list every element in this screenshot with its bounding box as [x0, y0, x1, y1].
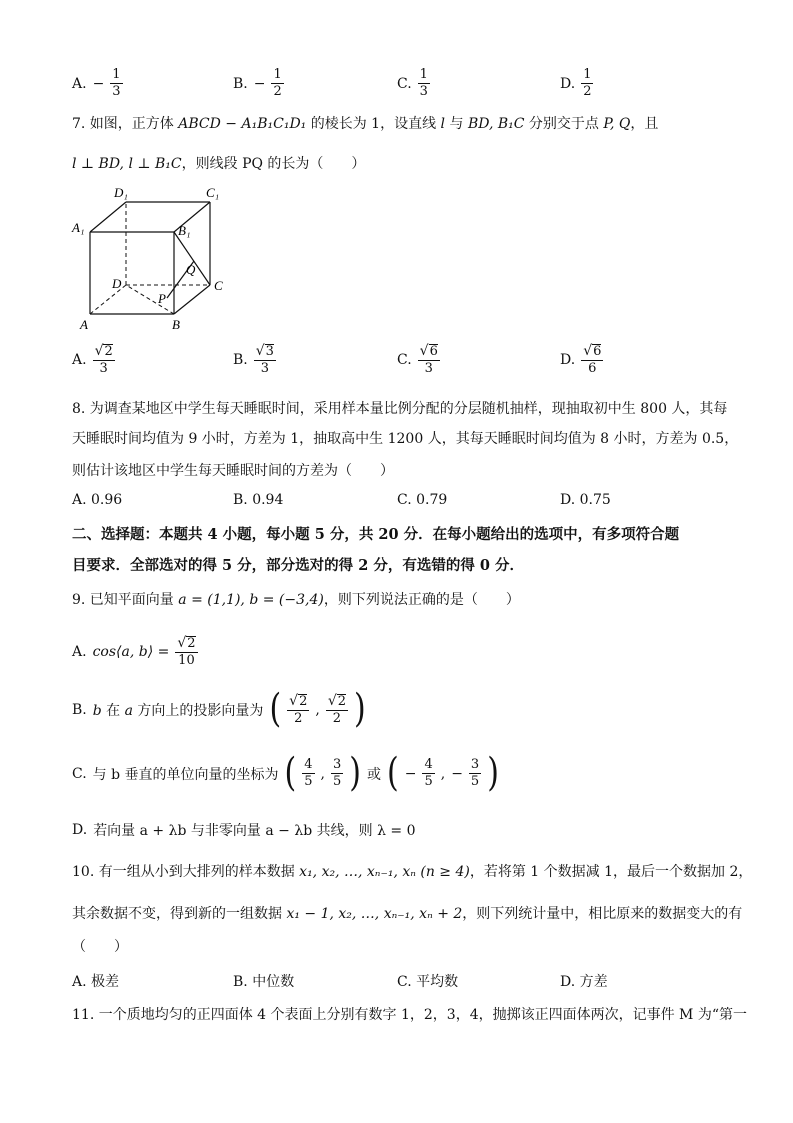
q10-option-c: C. 平均数	[397, 974, 459, 990]
q9-stem: 9. 已知平面向量 a = (1,1), b = (−3,4)，则下列说法正确的是（ ）	[72, 592, 520, 608]
fraction: $\frac{4}{5}$	[304, 757, 313, 789]
q9-option-c: C. 与 b 垂直的单位向量的坐标为 ( $\frac{4}{5}$ , $\frac{3}{5}$ ) 或 ( − $\frac{4}{5}$ , − $\frac{3}{5}$ )	[72, 750, 499, 796]
fraction: √ 6 6	[583, 343, 602, 376]
q8-option-c: C. 0.79	[397, 492, 448, 508]
segment-b1-c	[174, 232, 210, 285]
fraction: √ 2 2	[289, 693, 308, 726]
q7-option-a: A. √ 2 3	[72, 343, 113, 376]
q7-option-d: D. √ 6 6	[560, 343, 602, 376]
q11-stem-line-1: 11. 一个质地均匀的正四面体 4 个表面上分别有数字 1，2，3，4，抛掷该正四面体两次，记事件 M 为“第一	[72, 1007, 747, 1023]
q9-option-d: D. 若向量 a + λb 与非零向量 a − λb 共线，则 λ = 0	[72, 822, 416, 839]
edge-b-c	[174, 285, 210, 314]
cube-figure	[70, 182, 240, 337]
section-2-heading-line-2: 目要求．全部选对的得 5 分，部分选对的得 2 分，有选错的得 0 分．	[72, 557, 525, 574]
fraction: √ 6 3	[419, 343, 438, 376]
label-c: C	[214, 278, 223, 293]
fraction: $\frac{1}{2}$	[273, 67, 282, 99]
q10-stem-line-3: （ ）	[72, 939, 128, 955]
q6-option-b: B. − $\frac{1}{2}$	[233, 67, 282, 99]
q8-stem-line-2: 天睡眠时间均值为 9 小时，方差为 1，抽取高中生 1200 人，其每天睡眠时间均值为 8 小时，方差为 0.5，	[72, 431, 739, 447]
q8-option-a: A. 0.96	[72, 492, 123, 508]
label-a1: A₁	[72, 220, 85, 235]
section-2-heading-line-1: 二、选择题：本题共 4 小题，每小题 5 分，共 20 分．在每小题给出的选项中，有多项符合题	[72, 526, 680, 543]
label-p: P	[158, 291, 166, 306]
fraction: $\frac{4}{5}$	[424, 757, 433, 789]
segment-b-d	[126, 285, 174, 314]
fraction: √ 3 3	[255, 343, 274, 376]
label-d1: D₁	[114, 185, 128, 200]
q7-option-c: C. √ 6 3	[397, 343, 438, 376]
fraction: $\frac{1}{3}$	[419, 67, 428, 99]
label-q: Q	[186, 262, 196, 277]
q6-option-c: C. $\frac{1}{3}$	[397, 67, 428, 99]
q8-stem-line-1: 8. 为调查某地区中学生每天睡眠时间，采用样本量比例分配的分层随机抽样，现抽取初中生 800 人，其每	[72, 401, 728, 417]
fraction: √ 2 10	[177, 635, 196, 668]
fraction: $\frac{3}{5}$	[333, 757, 342, 789]
q7-stem-line-1: 7. 如图，正方体 ABCD − A₁B₁C₁D₁ 的棱长为 1，设直线 l 与 BD, B₁C 分别交于点 P, Q，且	[72, 116, 659, 132]
q7-option-b: B. √ 3 3	[233, 343, 274, 376]
fraction: √ 2 2	[327, 693, 347, 726]
label-a: A	[80, 317, 88, 332]
q6-option-a: A. − $\frac{1}{3}$	[72, 67, 121, 99]
q9-option-b: B. b 在 a 方向上的投影向量为 ( √ 2 2 , √ 2 2 )	[72, 686, 366, 733]
q10-option-b: B. 中位数	[233, 974, 295, 990]
q8-option-d: D. 0.75	[560, 492, 611, 508]
q10-option-a: A. 极差	[72, 974, 120, 990]
q9-option-a: A. cos⟨a, b⟩ = √ 2 10	[72, 635, 196, 668]
q6-option-d: D. $\frac{1}{2}$	[560, 67, 592, 99]
q8-option-b: B. 0.94	[233, 492, 284, 508]
fraction: $\frac{3}{5}$	[470, 757, 480, 789]
label-b1: B₁	[178, 223, 191, 238]
q10-stem-line-1: 10. 有一组从小到大排列的样本数据 x₁, x₂, …, xₙ₋₁, xₙ (n ≥ 4)，若将第 1 个数据减 1，最后一个数据加 2，	[72, 864, 753, 880]
label-b: B	[172, 317, 180, 332]
q10-option-d: D. 方差	[560, 974, 608, 990]
q10-stem-line-2: 其余数据不变，得到新的一组数据 x₁ − 1, x₂, …, xₙ₋₁, xₙ + 2，则下列统计量中，相比原来的数据变大的有	[72, 906, 743, 922]
label-c1: C₁	[206, 185, 220, 200]
q8-stem-line-3: 则估计该地区中学生每天睡眠时间的方差为（ ）	[72, 463, 394, 479]
q7-stem-line-2: l ⊥ BD, l ⊥ B₁C，则线段 PQ 的长为（ ）	[72, 156, 366, 172]
fraction: $\frac{1}{2}$	[583, 67, 592, 99]
label-d: D	[112, 276, 122, 291]
edge-a1-d1	[90, 202, 126, 232]
fraction: √ 2 3	[94, 343, 113, 376]
fraction: $\frac{1}{3}$	[112, 67, 121, 99]
